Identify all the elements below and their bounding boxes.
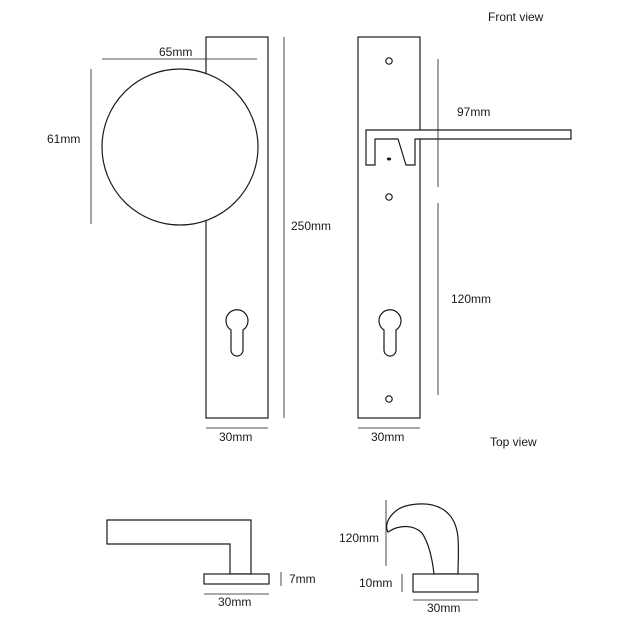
lever-profile (107, 520, 251, 574)
lever-rose (204, 574, 269, 584)
knob-profile (387, 504, 459, 574)
knob-rose-thickness-label: 10mm (359, 576, 393, 590)
knob-width-label: 65mm (159, 45, 193, 59)
top-screw-hole (386, 58, 392, 64)
knob-top-view (387, 504, 478, 592)
knob-height-label: 61mm (47, 132, 81, 146)
round-knob (102, 69, 258, 225)
bottom-screw-hole (386, 396, 392, 402)
middle-screw-hole (386, 194, 392, 200)
lever-backplate-front (358, 37, 571, 418)
lever-rose-thickness-label: 7mm (289, 572, 316, 586)
key-to-handle-label: 120mm (451, 292, 492, 306)
knob-plate-width-label: 30mm (219, 430, 253, 444)
lever-backplate (358, 37, 420, 418)
front-view-title: Front view (488, 10, 544, 24)
lever-rose-width-label: 30mm (218, 595, 252, 609)
plate-height-label: 250mm (291, 219, 332, 233)
knob-rose-width-label: 30mm (427, 601, 461, 615)
top-view-title: Top view (490, 435, 537, 449)
lever-plate-width-label: 30mm (371, 430, 405, 444)
grub-screw-mark (387, 158, 391, 161)
knob-backplate-front (102, 37, 268, 418)
lever-length-label: 97mm (457, 105, 491, 119)
knob-projection-label: 120mm (339, 531, 380, 545)
lever-top-view (107, 520, 269, 584)
knob-rose (413, 574, 478, 592)
